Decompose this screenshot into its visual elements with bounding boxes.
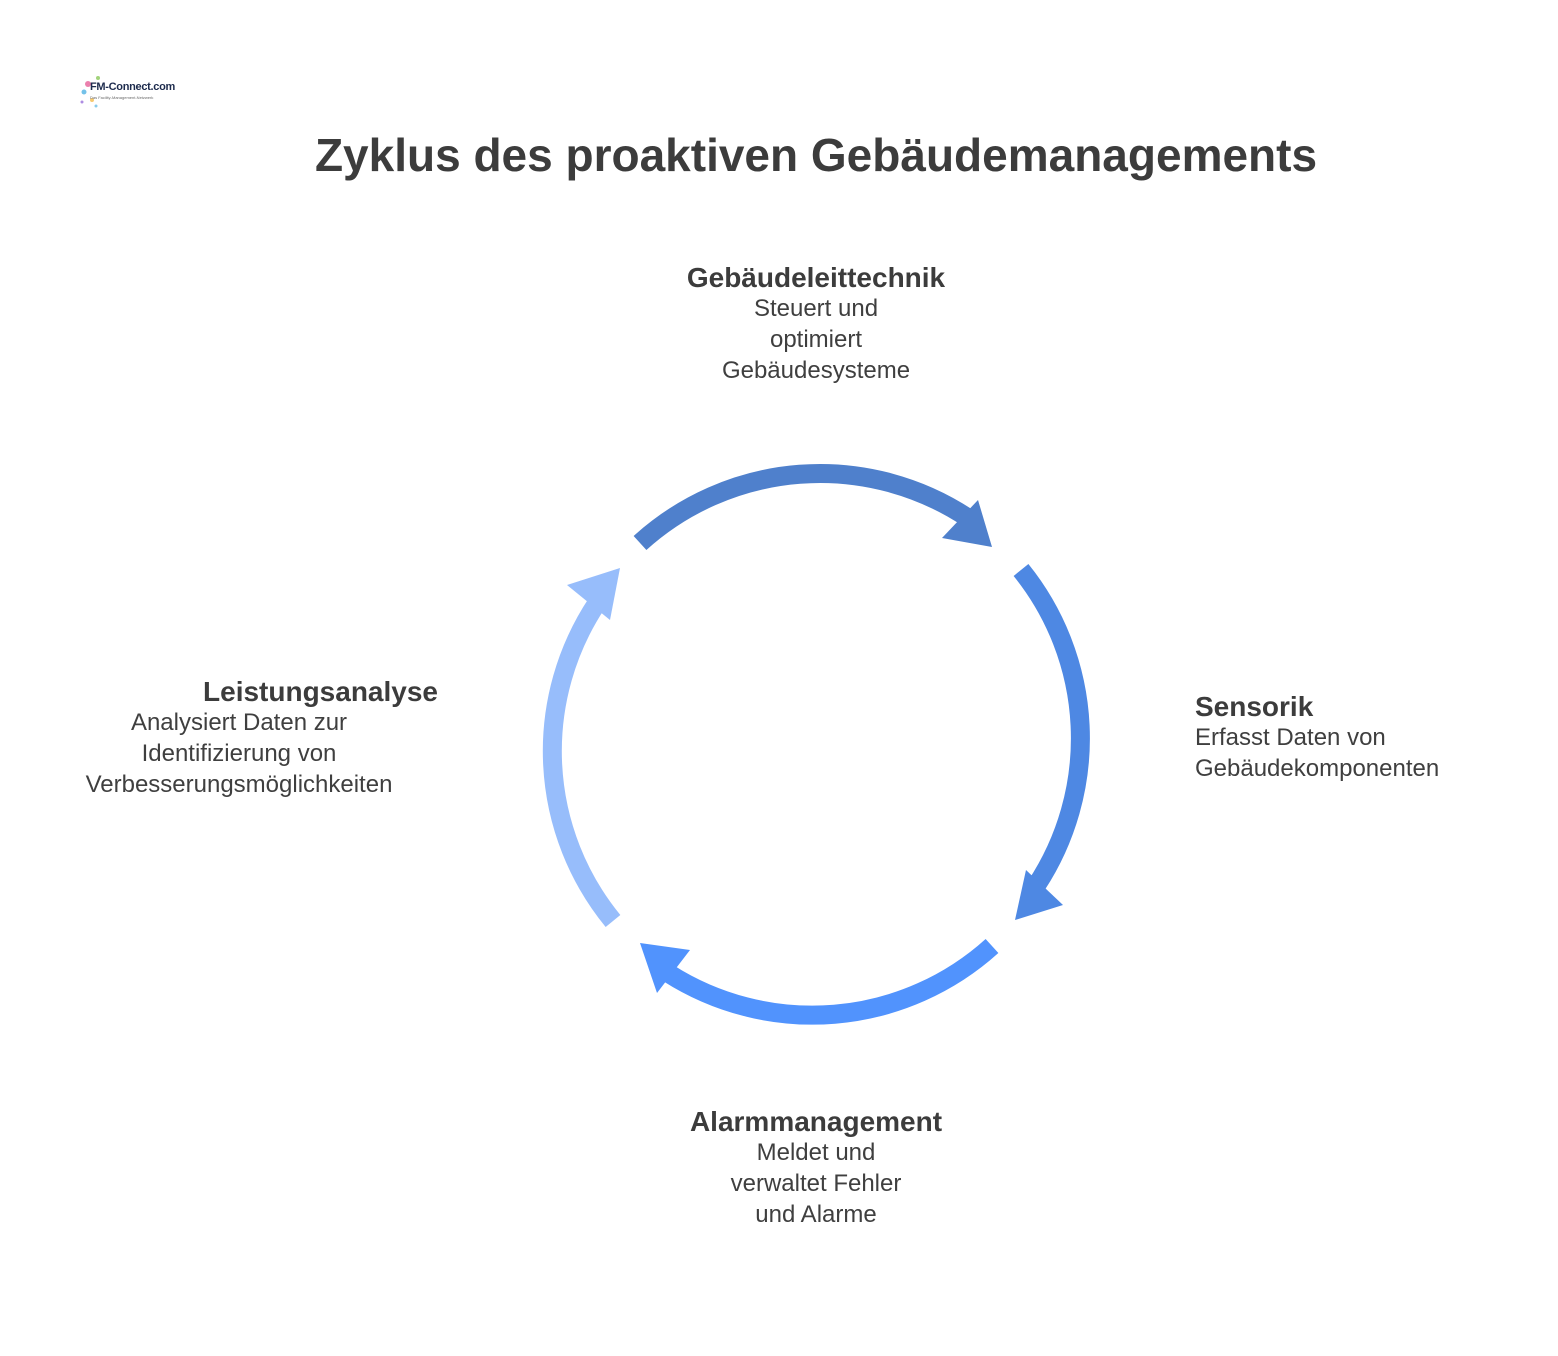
logo-text: FM-Connect.com — [90, 81, 176, 93]
arrow-leistungsanalyse — [552, 568, 620, 921]
stage-title: Sensorik — [1195, 691, 1314, 722]
arrow-alarmmanagement — [640, 943, 992, 1015]
stage-title: Leistungsanalyse — [203, 676, 438, 707]
arrow-sensorik — [1015, 570, 1080, 920]
diagram-title: Zyklus des proaktiven Gebäudemanagements — [314, 129, 1318, 181]
stage-alarmmanagement — [640, 1106, 992, 1230]
stage-description: Steuert und optimiert Gebäudesysteme — [721, 295, 911, 384]
stage-title: Gebäudeleittechnik — [686, 262, 946, 293]
stage-description: Analysiert Daten zur Identifizierung von Verbesserungsmöglichkeiten — [85, 709, 393, 798]
stage-title: Alarmmanagement — [689, 1106, 943, 1137]
stage-description: Erfasst Daten von Gebäudekomponenten — [1195, 724, 1440, 782]
logo-tagline: Das Facility-Management-Netzwerk — [90, 95, 154, 100]
arrow-gebaeudeleittechnik — [640, 473, 992, 547]
stage-leistungsanalyse — [40, 676, 438, 800]
stage-sensorik — [1195, 691, 1525, 784]
stage-gebaeudeleittechnik — [640, 262, 992, 386]
stage-description: Meldet und verwaltet Fehler und Alarme — [730, 1139, 902, 1228]
